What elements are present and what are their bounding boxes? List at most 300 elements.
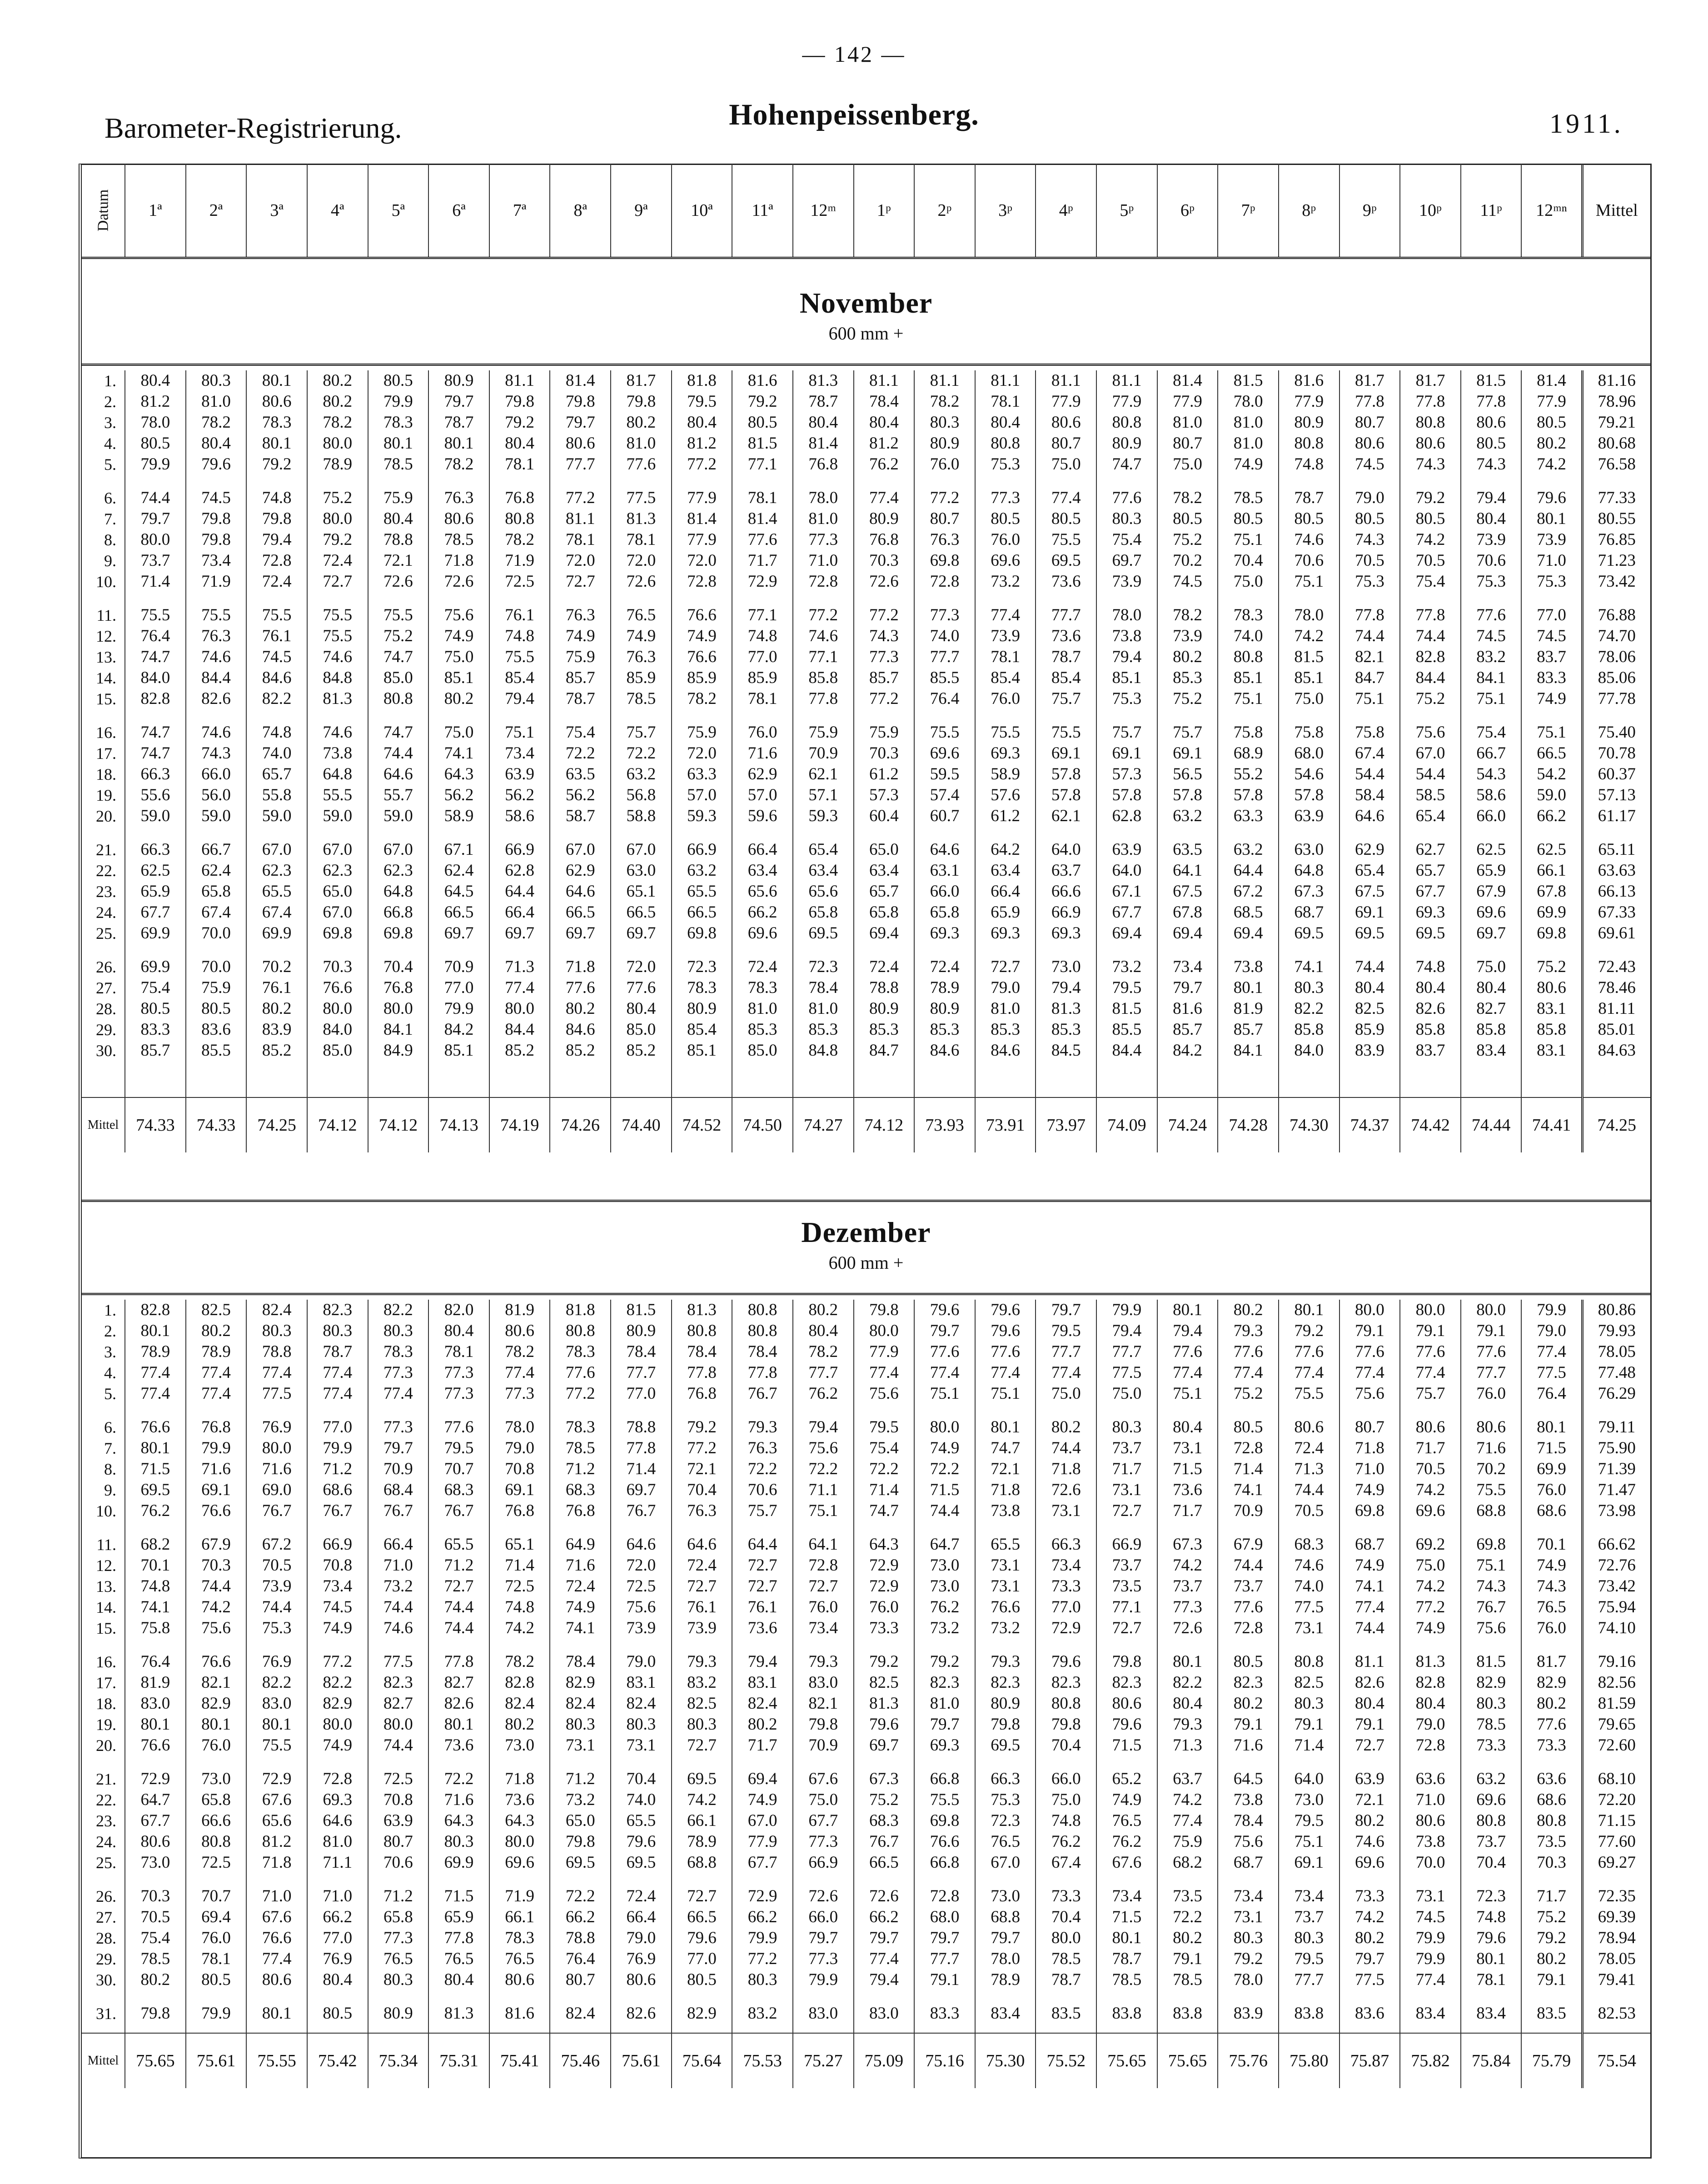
- hourly-value-cell: 77.3: [368, 1928, 429, 1949]
- hourly-value-cell: 81.8: [672, 370, 732, 391]
- hourly-value-cell: 77.2: [307, 1651, 368, 1672]
- hourly-mean-cell: 74.27: [793, 1097, 854, 1152]
- hourly-value-cell: 77.8: [1461, 391, 1522, 412]
- gap-cell: [1036, 709, 1096, 722]
- hourly-value-cell: 65.7: [854, 881, 915, 902]
- gap-cell: [1096, 1404, 1157, 1417]
- hourly-value-cell: 82.4: [550, 2003, 611, 2024]
- hour-header: 10ª: [672, 164, 732, 258]
- hourly-value-cell: 76.8: [489, 488, 550, 509]
- gap-cell: [1036, 1990, 1096, 2003]
- hourly-value-cell: 73.6: [1036, 626, 1096, 647]
- hourly-value-cell: 74.3: [186, 743, 247, 764]
- gap-cell: [793, 1404, 854, 1417]
- hourly-value-cell: 80.2: [246, 998, 307, 1019]
- hourly-value-cell: 78.5: [1036, 1949, 1096, 1970]
- gap-cell: [125, 2024, 186, 2033]
- gap-cell: [489, 1404, 550, 1417]
- hourly-value-cell: 80.0: [125, 529, 186, 550]
- hourly-value-cell: 81.3: [672, 1300, 732, 1321]
- gap-cell: [1400, 1756, 1461, 1769]
- hourly-value-cell: 77.4: [1157, 1362, 1218, 1383]
- hourly-value-cell: 80.1: [246, 1714, 307, 1735]
- date-label: 2.: [104, 1322, 116, 1340]
- hourly-value-cell: 72.0: [550, 550, 611, 571]
- hourly-value-cell: 78.0: [1096, 605, 1157, 626]
- gap-cell: [1400, 1639, 1461, 1651]
- date-label: 26.: [96, 1887, 116, 1905]
- hourly-value-cell: 77.4: [854, 488, 915, 509]
- hourly-value-cell: 85.2: [550, 1040, 611, 1061]
- hourly-value-cell: 74.8: [125, 1576, 186, 1597]
- hourly-value-cell: 80.5: [1340, 509, 1400, 529]
- hourly-value-cell: 64.3: [428, 764, 489, 785]
- hourly-value-cell: 80.8: [368, 688, 429, 709]
- gap-cell: [489, 827, 550, 839]
- hourly-value-cell: 70.5: [1400, 550, 1461, 571]
- hourly-value-cell: 77.6: [1461, 605, 1522, 626]
- hourly-value-cell: 68.6: [1521, 1501, 1582, 1521]
- hourly-value-cell: 79.7: [550, 412, 611, 433]
- hour-header: 11ª: [732, 164, 793, 258]
- hourly-value-cell: 68.7: [1279, 902, 1340, 923]
- hourly-value-cell: 76.0: [975, 529, 1036, 550]
- hourly-value-cell: 75.1: [1279, 571, 1340, 592]
- hourly-value-cell: 81.3: [1400, 1651, 1461, 1672]
- hourly-value-cell: 80.5: [1461, 433, 1522, 454]
- hourly-mean-cell: 75.65: [1096, 2033, 1157, 2088]
- date-label: 22.: [96, 1791, 116, 1809]
- hourly-value-cell: 72.1: [672, 1459, 732, 1480]
- hourly-value-cell: 76.6: [246, 1928, 307, 1949]
- hourly-value-cell: 75.6: [186, 1618, 247, 1639]
- hourly-value-cell: 73.7: [1096, 1555, 1157, 1576]
- hourly-value-cell: 80.6: [1096, 1693, 1157, 1714]
- gap-cell: [793, 827, 854, 839]
- daily-mean-cell: 79.16: [1582, 1651, 1650, 1672]
- hourly-value-cell: 63.9: [489, 764, 550, 785]
- hourly-value-cell: 79.8: [1036, 1714, 1096, 1735]
- hourly-value-cell: 57.1: [793, 785, 854, 806]
- hourly-value-cell: 74.6: [1279, 1555, 1340, 1576]
- hourly-value-cell: 65.6: [246, 1810, 307, 1831]
- hourly-value-cell: 69.5: [672, 1769, 732, 1790]
- table-row: [82, 1321, 1650, 1341]
- hourly-mean-cell: 75.64: [672, 2033, 732, 2088]
- hourly-value-cell: 77.3: [793, 529, 854, 550]
- hourly-value-cell: 69.8: [672, 923, 732, 944]
- hourly-value-cell: 73.4: [1036, 1555, 1096, 1576]
- hourly-value-cell: 80.5: [186, 998, 247, 1019]
- date-label: 3.: [104, 1343, 116, 1361]
- hourly-value-cell: 77.7: [1461, 1362, 1522, 1383]
- gap-cell: [793, 1756, 854, 1769]
- row-group-gap: [82, 827, 1650, 839]
- date-label: 24.: [96, 1833, 116, 1851]
- hourly-value-cell: 78.2: [914, 391, 975, 412]
- hourly-value-cell: 78.4: [793, 977, 854, 998]
- hourly-value-cell: 57.3: [1096, 764, 1157, 785]
- hourly-value-cell: 72.8: [672, 571, 732, 592]
- hourly-value-cell: 80.2: [1218, 1300, 1279, 1321]
- hourly-value-cell: 77.9: [1036, 391, 1096, 412]
- hourly-value-cell: 81.3: [307, 688, 368, 709]
- hourly-value-cell: 80.1: [246, 2003, 307, 2024]
- hourly-value-cell: 80.7: [1157, 433, 1218, 454]
- hour-header: 2ª: [186, 164, 247, 258]
- hourly-value-cell: 79.9: [186, 1438, 247, 1459]
- gap-cell: [1400, 1521, 1461, 1534]
- hourly-value-cell: 75.0: [793, 1790, 854, 1810]
- hourly-value-cell: 71.3: [1157, 1735, 1218, 1756]
- hourly-value-cell: 81.3: [854, 1693, 915, 1714]
- hourly-value-cell: 66.9: [307, 1534, 368, 1555]
- hourly-value-cell: 78.1: [489, 454, 550, 475]
- hourly-value-cell: 73.8: [1400, 1831, 1461, 1852]
- row-group-gap: [82, 1521, 1650, 1534]
- hourly-value-cell: 65.9: [125, 881, 186, 902]
- gap-cell: [1461, 1990, 1522, 2003]
- hourly-value-cell: 67.3: [1157, 1534, 1218, 1555]
- hourly-value-cell: 67.7: [1096, 902, 1157, 923]
- date-label: 27.: [96, 1908, 116, 1926]
- hourly-value-cell: 78.9: [914, 977, 975, 998]
- hourly-value-cell: 69.5: [611, 1852, 672, 1873]
- gap-cell: [1400, 827, 1461, 839]
- gap-cell: [1461, 1061, 1522, 1097]
- hourly-mean-cell: 75.16: [914, 2033, 975, 2088]
- gap-cell: [1157, 1404, 1218, 1417]
- table-row: [82, 1672, 1650, 1693]
- gap-cell: [793, 475, 854, 488]
- gap-cell: [1461, 1756, 1522, 1769]
- hourly-value-cell: 75.7: [1157, 722, 1218, 743]
- hourly-value-cell: 63.2: [1218, 839, 1279, 860]
- hourly-mean-cell: 74.33: [186, 1097, 247, 1152]
- hourly-value-cell: 73.9: [1096, 571, 1157, 592]
- hourly-value-cell: 75.0: [1400, 1555, 1461, 1576]
- hourly-value-cell: 76.5: [975, 1831, 1036, 1852]
- hourly-value-cell: 65.4: [793, 839, 854, 860]
- gap-cell: [611, 1061, 672, 1097]
- hourly-value-cell: 82.4: [489, 1693, 550, 1714]
- hourly-value-cell: 79.8: [489, 391, 550, 412]
- hourly-value-cell: 69.6: [1461, 1790, 1522, 1810]
- gap-cell: [368, 1756, 429, 1769]
- hourly-value-cell: 78.4: [550, 1651, 611, 1672]
- hourly-value-cell: 74.6: [186, 647, 247, 668]
- hourly-value-cell: 81.7: [1400, 370, 1461, 391]
- hourly-value-cell: 74.9: [1218, 454, 1279, 475]
- gap-cell: [672, 709, 732, 722]
- hourly-value-cell: 67.8: [1157, 902, 1218, 923]
- gap-cell: [1461, 709, 1522, 722]
- hourly-value-cell: 83.6: [186, 1019, 247, 1040]
- hourly-value-cell: 80.0: [1340, 1300, 1400, 1321]
- hourly-value-cell: 84.4: [489, 1019, 550, 1040]
- hourly-value-cell: 74.4: [1279, 1480, 1340, 1501]
- hourly-value-cell: 80.3: [368, 1970, 429, 1990]
- hourly-value-cell: 85.8: [1461, 1019, 1522, 1040]
- hourly-value-cell: 79.0: [611, 1928, 672, 1949]
- gap-cell: [1340, 1639, 1400, 1651]
- hourly-value-cell: 62.4: [186, 860, 247, 881]
- hourly-value-cell: 71.5: [428, 1886, 489, 1907]
- gap-cell: [672, 1521, 732, 1534]
- hourly-value-cell: 69.1: [1157, 743, 1218, 764]
- hourly-value-cell: 66.0: [186, 764, 247, 785]
- hourly-value-cell: 77.4: [1218, 1362, 1279, 1383]
- hourly-value-cell: 72.7: [672, 1886, 732, 1907]
- hourly-value-cell: 69.6: [732, 923, 793, 944]
- hourly-value-cell: 62.5: [1461, 839, 1522, 860]
- hourly-value-cell: 81.0: [732, 998, 793, 1019]
- hour-header: 8ª: [550, 164, 611, 258]
- hourly-value-cell: 76.3: [428, 488, 489, 509]
- hourly-value-cell: 79.6: [611, 1831, 672, 1852]
- hourly-value-cell: 66.1: [1521, 860, 1582, 881]
- hourly-value-cell: 64.3: [428, 1810, 489, 1831]
- hourly-value-cell: 79.2: [489, 412, 550, 433]
- hourly-value-cell: 77.5: [1096, 1362, 1157, 1383]
- daily-mean-cell: 78.46: [1582, 977, 1650, 998]
- hourly-value-cell: 79.2: [914, 1651, 975, 1672]
- gap-cell: [246, 1061, 307, 1097]
- hourly-value-cell: 72.2: [793, 1459, 854, 1480]
- hourly-value-cell: 72.9: [125, 1769, 186, 1790]
- hourly-value-cell: 62.9: [550, 860, 611, 881]
- date-label: 9.: [104, 1481, 116, 1499]
- gap-cell: [611, 2024, 672, 2033]
- hourly-value-cell: 83.5: [1036, 2003, 1096, 2024]
- table-row: [82, 1693, 1650, 1714]
- hourly-value-cell: 79.3: [672, 1651, 732, 1672]
- hourly-value-cell: 75.0: [1036, 1790, 1096, 1810]
- date-label: 4.: [104, 1364, 116, 1382]
- hourly-value-cell: 75.4: [854, 1438, 915, 1459]
- hourly-value-cell: 67.8: [1521, 881, 1582, 902]
- hourly-value-cell: 73.7: [1279, 1907, 1340, 1928]
- hourly-value-cell: 74.2: [1157, 1790, 1218, 1810]
- gap-cell: [1461, 1404, 1522, 1417]
- hourly-value-cell: 80.3: [1218, 1928, 1279, 1949]
- hourly-value-cell: 80.0: [489, 1831, 550, 1852]
- gap-cell: [368, 944, 429, 957]
- hourly-value-cell: 75.4: [1400, 571, 1461, 592]
- hourly-value-cell: 80.6: [1036, 412, 1096, 433]
- hourly-value-cell: 67.4: [246, 902, 307, 923]
- date-label: 30.: [96, 1971, 116, 1989]
- hourly-value-cell: 82.3: [975, 1672, 1036, 1693]
- hourly-value-cell: 73.4: [186, 550, 247, 571]
- hourly-value-cell: 77.0: [1036, 1597, 1096, 1618]
- hourly-value-cell: 74.1: [1340, 1576, 1400, 1597]
- hourly-value-cell: 76.7: [246, 1501, 307, 1521]
- hourly-value-cell: 80.6: [550, 433, 611, 454]
- hourly-value-cell: 77.5: [1521, 1362, 1582, 1383]
- hour-header: 8ᵖ: [1279, 164, 1340, 258]
- hourly-value-cell: 74.2: [1157, 1555, 1218, 1576]
- date-label: 1.: [104, 1301, 116, 1319]
- gap-cell: [82, 1404, 125, 1417]
- hourly-value-cell: 80.6: [1400, 1417, 1461, 1438]
- hourly-value-cell: 84.7: [854, 1040, 915, 1061]
- hourly-value-cell: 77.1: [732, 454, 793, 475]
- hourly-value-cell: 78.8: [550, 1928, 611, 1949]
- hourly-value-cell: 81.1: [550, 509, 611, 529]
- daily-mean-cell: 78.05: [1582, 1949, 1650, 1970]
- hourly-value-cell: 72.4: [854, 957, 915, 977]
- hourly-value-cell: 79.3: [1218, 1321, 1279, 1341]
- date-label: 23.: [96, 1812, 116, 1830]
- hourly-value-cell: 77.2: [732, 1949, 793, 1970]
- hourly-value-cell: 79.0: [975, 977, 1036, 998]
- hourly-value-cell: 79.8: [246, 509, 307, 529]
- gap-cell: [1521, 1873, 1582, 1886]
- hourly-value-cell: 71.4: [854, 1480, 915, 1501]
- hourly-value-cell: 77.9: [1096, 391, 1157, 412]
- hourly-value-cell: 78.1: [975, 647, 1036, 668]
- hourly-value-cell: 71.8: [428, 550, 489, 571]
- dezember-month-name: Dezember: [801, 1216, 931, 1248]
- hourly-value-cell: 73.0: [1036, 957, 1096, 977]
- hourly-value-cell: 75.5: [125, 605, 186, 626]
- gap-cell: [1279, 709, 1340, 722]
- gap-cell: [1157, 944, 1218, 957]
- daily-mean-cell: 77.48: [1582, 1362, 1650, 1383]
- hourly-value-cell: 81.7: [1521, 1651, 1582, 1672]
- hourly-value-cell: 71.8: [246, 1852, 307, 1873]
- hourly-value-cell: 64.9: [550, 1534, 611, 1555]
- hourly-value-cell: 80.1: [1218, 977, 1279, 998]
- hourly-value-cell: 69.4: [186, 1907, 247, 1928]
- hourly-value-cell: 69.6: [914, 743, 975, 764]
- hourly-value-cell: 80.5: [307, 2003, 368, 2024]
- hourly-value-cell: 79.8: [186, 529, 247, 550]
- gap-cell: [1036, 2024, 1096, 2033]
- table-row: [82, 1040, 1650, 1061]
- hourly-value-cell: 77.6: [732, 529, 793, 550]
- gap-cell: [1036, 1521, 1096, 1534]
- hourly-value-cell: 72.7: [428, 1576, 489, 1597]
- hourly-value-cell: 80.4: [307, 1970, 368, 1990]
- hourly-value-cell: 81.1: [914, 370, 975, 391]
- hourly-value-cell: 75.5: [489, 647, 550, 668]
- hourly-value-cell: 63.0: [611, 860, 672, 881]
- gap-cell: [125, 1639, 186, 1651]
- daily-mean-cell: 70.78: [1582, 743, 1650, 764]
- hourly-value-cell: 64.4: [489, 881, 550, 902]
- hourly-value-cell: 70.3: [1521, 1852, 1582, 1873]
- hourly-value-cell: 67.0: [368, 839, 429, 860]
- hourly-value-cell: 63.7: [1036, 860, 1096, 881]
- gap-cell: [307, 827, 368, 839]
- hourly-value-cell: 73.0: [186, 1769, 247, 1790]
- gap-cell: [914, 592, 975, 605]
- gap-cell: [82, 1756, 125, 1769]
- hourly-value-cell: 75.2: [854, 1790, 915, 1810]
- table-row: [82, 1651, 1650, 1672]
- table-row: [82, 1618, 1650, 1639]
- hourly-value-cell: 77.6: [611, 977, 672, 998]
- hour-header: 7ᵖ: [1218, 164, 1279, 258]
- date-label: 5.: [104, 1385, 116, 1403]
- daily-mean-cell: 72.60: [1582, 1735, 1650, 1756]
- gap-cell: [428, 2024, 489, 2033]
- gap-cell: [1036, 475, 1096, 488]
- hourly-value-cell: 75.0: [1218, 571, 1279, 592]
- hourly-value-cell: 83.1: [732, 1672, 793, 1693]
- gap-cell: [914, 827, 975, 839]
- gap-cell: [550, 475, 611, 488]
- table-row: [82, 785, 1650, 806]
- hourly-value-cell: 72.3: [672, 957, 732, 977]
- gap-cell: [1461, 944, 1522, 957]
- hourly-value-cell: 73.2: [975, 1618, 1036, 1639]
- gap-cell: [1157, 1639, 1218, 1651]
- hourly-value-cell: 77.2: [550, 1383, 611, 1404]
- gap-cell: [1036, 827, 1096, 839]
- hourly-value-cell: 74.2: [1400, 529, 1461, 550]
- hourly-value-cell: 72.4: [672, 1555, 732, 1576]
- hourly-value-cell: 80.5: [1218, 1417, 1279, 1438]
- hourly-value-cell: 74.2: [1521, 454, 1582, 475]
- gap-cell: [1036, 1639, 1096, 1651]
- hourly-value-cell: 73.4: [489, 743, 550, 764]
- gap-cell: [975, 1873, 1036, 1886]
- hourly-value-cell: 80.3: [732, 1970, 793, 1990]
- hourly-value-cell: 80.5: [1400, 509, 1461, 529]
- hourly-value-cell: 78.1: [428, 1341, 489, 1362]
- hourly-mean-cell: 74.44: [1461, 1097, 1522, 1152]
- hourly-value-cell: 75.7: [1036, 688, 1096, 709]
- hourly-value-cell: 80.8: [1461, 1810, 1522, 1831]
- hourly-value-cell: 72.4: [550, 1576, 611, 1597]
- table-row: [82, 1949, 1650, 1970]
- hourly-value-cell: 68.8: [1461, 1501, 1522, 1521]
- hourly-value-cell: 74.7: [854, 1501, 915, 1521]
- hourly-value-cell: 67.6: [1096, 1852, 1157, 1873]
- hourly-value-cell: 80.0: [307, 998, 368, 1019]
- hourly-value-cell: 83.2: [672, 1672, 732, 1693]
- hourly-value-cell: 64.8: [1279, 860, 1340, 881]
- hourly-value-cell: 73.1: [1279, 1618, 1340, 1639]
- hour-header: 10ᵖ: [1400, 164, 1461, 258]
- hourly-value-cell: 81.0: [914, 1693, 975, 1714]
- hourly-value-cell: 69.5: [1340, 923, 1400, 944]
- gap-cell: [1036, 1756, 1096, 1769]
- hourly-value-cell: 78.7: [793, 391, 854, 412]
- gap-cell: [368, 1873, 429, 1886]
- hourly-value-cell: 68.2: [125, 1534, 186, 1555]
- gap-cell: [732, 1756, 793, 1769]
- date-label: 9.: [104, 552, 116, 570]
- gap-cell: [1340, 709, 1400, 722]
- hourly-value-cell: 80.4: [1157, 1693, 1218, 1714]
- hourly-value-cell: 75.3: [246, 1618, 307, 1639]
- hourly-value-cell: 80.0: [307, 433, 368, 454]
- date-label: 14.: [96, 669, 116, 687]
- hourly-value-cell: 83.0: [246, 1693, 307, 1714]
- gap-cell: [1521, 944, 1582, 957]
- date-label: 18.: [96, 1695, 116, 1713]
- gap-cell: [732, 1639, 793, 1651]
- hourly-value-cell: 84.1: [1461, 668, 1522, 688]
- hourly-value-cell: 66.3: [125, 764, 186, 785]
- gap-cell: [975, 709, 1036, 722]
- gap-cell: [1096, 827, 1157, 839]
- hourly-value-cell: 84.1: [368, 1019, 429, 1040]
